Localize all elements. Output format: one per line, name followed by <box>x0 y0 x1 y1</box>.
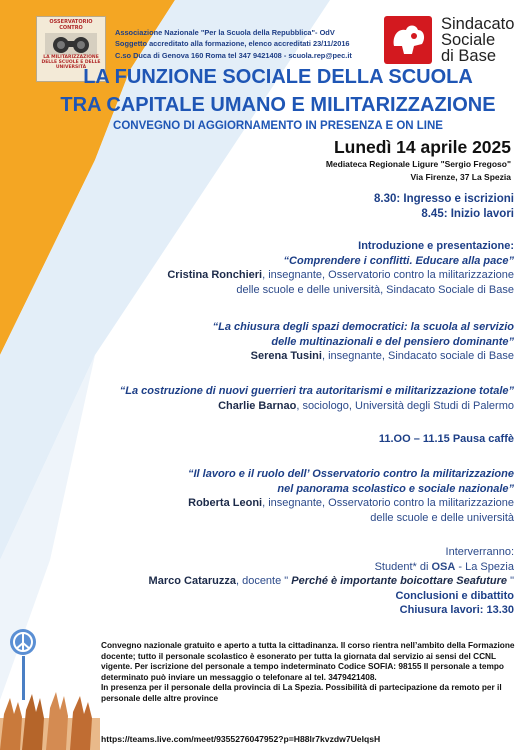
talk1-role: , insegnante, Osservatorio contro la militarizzazione <box>262 269 514 281</box>
talk-4 <box>188 467 514 525</box>
speakers <box>149 545 514 618</box>
closing-time: Chiusura lavori: 13.30 <box>399 604 514 616</box>
association-info <box>115 27 352 61</box>
talk2-role: , insegnante, Sindacato sociale di Base <box>321 350 514 362</box>
talk2-title-b: delle multinazionali e del pensiero dominante” <box>271 335 514 348</box>
talk5-close: " <box>507 575 514 587</box>
talk-2 <box>213 320 514 364</box>
student-suffix: - La Spezia <box>455 560 514 573</box>
student-org: OSA <box>431 560 456 573</box>
association-name: Associazione Nazionale "Per la Scuola della Repubblica"- OdV <box>115 28 335 37</box>
footer-info: Convegno nazionale gratuito e aperto a tutta la cittadinanza. Il corso rientra nell’ambito della Formazione docente; tutto il personale scolastico è esonerato per tutta la giornata dal servizio ai sensi del CCNL vigente. Per iscrizione del personale a tempo indeterminato Codice SOFIA: 98155 Il personale a tempo determinato può inviare un messaggio o telefonare al tel. 3479421408. <box>101 640 515 682</box>
talk4-title-b: nel panorama scolastico e sociale nazionale” <box>277 482 514 495</box>
footer-remote: In presenza per il personale della provincia di La Spezia. Possibilità di partecipazione da remoto per il personale delle altre province <box>101 682 502 703</box>
opening-times <box>374 192 514 221</box>
association-contacts: C.so Duca di Genova 160 Roma tel 347 9421408 - scuola.rep@pec.it <box>115 50 352 60</box>
talk5-title: Perché è importante boicottare Seafuture <box>291 575 508 587</box>
title-line1: LA FUNZIONE SOCIALE DELLA SCUOLA <box>83 66 473 88</box>
teams-meeting-link[interactable]: https://teams.live.com/meet/9355276047952?p=H88lr7kvzdw7UeIqsH <box>101 734 381 744</box>
speakers-heading: Interverranno: <box>445 546 514 558</box>
talk4-role: , insegnante, Osservatorio contro la militarizzazione <box>262 497 514 509</box>
talk3-title: “La costruzione di nuovi guerrieri tra autoritarismi e militarizzazione totale” <box>119 385 514 397</box>
talk5-role: , docente " <box>235 575 292 587</box>
talk2-speaker: Serena Tusini <box>250 350 322 362</box>
badge-top-text: OSSERVATORIO CONTRO <box>49 19 93 31</box>
event-date: Lunedì 14 aprile 2025 <box>333 137 511 157</box>
talk-3 <box>120 384 514 413</box>
venue-address: Via Firenze, 37 La Spezia <box>410 172 511 182</box>
binoculars-icon <box>45 33 97 55</box>
registration-time: 8.30: Ingresso e iscrizioni <box>374 193 514 205</box>
coffee-break: 11.OO – 11.15 Pausa caffè <box>378 433 514 445</box>
student-prefix: Student* di <box>374 560 432 573</box>
title-line2: TRA CAPITALE UMANO E MILITARIZZAZIONE <box>60 94 496 116</box>
talk1-role-cont: delle scuole e delle università, Sindacato Sociale di Base <box>236 283 514 296</box>
association-accreditation: Soggetto accreditato alla formazione, elenco accreditati 23/11/2016 <box>115 39 350 49</box>
conclusions: Conclusioni e dibattito <box>395 589 514 602</box>
union-name-line3: di Base <box>441 47 497 65</box>
talk4-speaker: Roberta Leoni <box>188 497 263 509</box>
talk1-title: “Comprendere i conflitti. Educare alla pace” <box>283 254 514 267</box>
talk2-title-a: “La chiusura degli spazi democratici: la scuola al servizio <box>212 321 514 333</box>
start-time: 8.45: Inizio lavori <box>421 207 514 220</box>
union-name-line1: Sindacato <box>441 15 515 33</box>
intro-heading: Introduzione e presentazione: <box>358 240 514 252</box>
talk1-speaker: Cristina Ronchieri <box>167 269 263 281</box>
union-logo-icon <box>384 16 432 64</box>
badge-bottom-text: LA MILITARIZZAZIONE DELLE SCUOLE E DELLE UNIVERSITÀ <box>41 55 101 70</box>
talk4-role-cont: delle scuole e delle università <box>370 511 514 524</box>
venue-name: Mediateca Regionale Ligure "Sergio Fregoso" <box>325 159 511 169</box>
union-name <box>441 16 514 64</box>
subtitle: CONVEGNO DI AGGIORNAMENTO IN PRESENZA E ON LINE <box>113 120 443 132</box>
talk5-speaker: Marco Cataruzza <box>148 575 236 587</box>
talk-1 <box>167 239 514 297</box>
talk3-speaker: Charlie Barnao <box>218 399 297 412</box>
event-venue <box>326 158 511 184</box>
talk3-role: , sociologo, Università degli Studi di Palermo <box>296 399 514 412</box>
raised-hands-peace-illustration <box>0 622 100 750</box>
union-name-line2: Sociale <box>441 31 496 49</box>
footer-notes <box>101 640 519 703</box>
talk4-title-a: “Il lavoro e il ruolo dell’ Osservatorio contro la militarizzazione <box>187 468 514 480</box>
